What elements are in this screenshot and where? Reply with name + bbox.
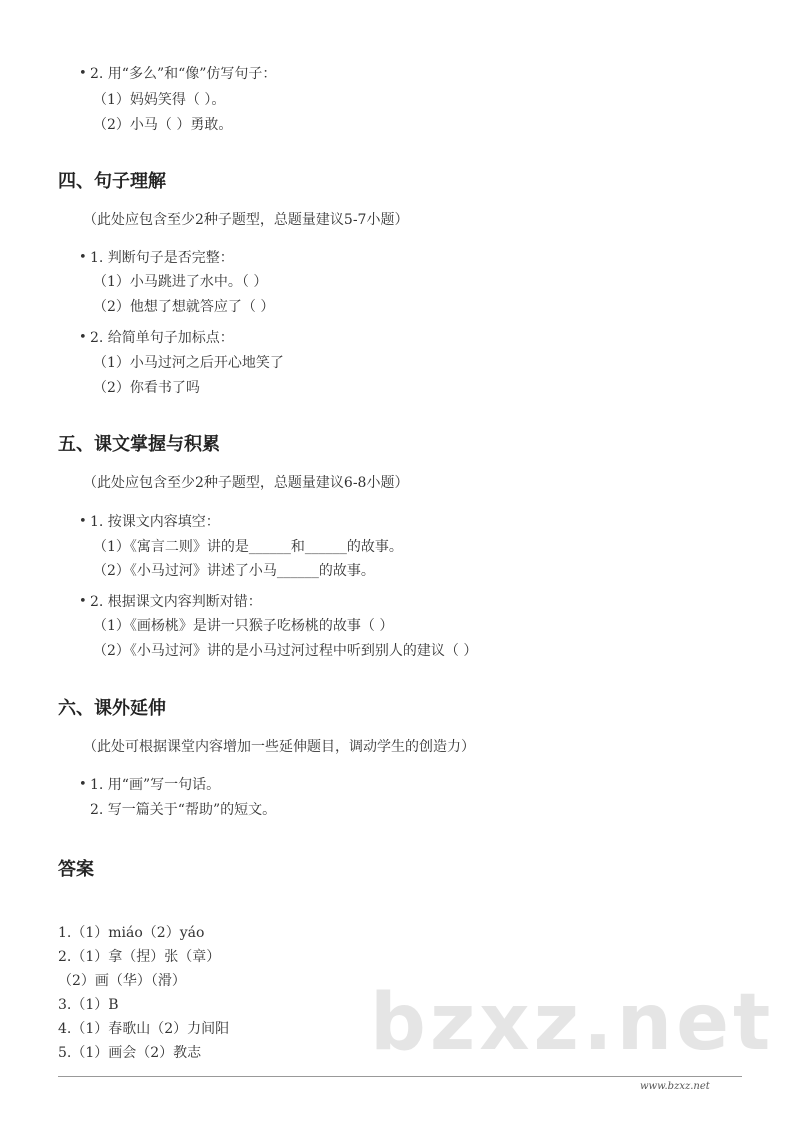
bullet-icon: • bbox=[79, 330, 87, 345]
bullet-icon: • bbox=[79, 66, 87, 81]
footer-url: www.bzxz.net bbox=[640, 1081, 710, 1092]
question-item: （2）《小马过河》讲的是小马过河过程中听到别人的建议（ ） bbox=[93, 643, 478, 659]
question-item: （1）小马过河之后开心地笑了 bbox=[93, 355, 284, 371]
section-note: （此处应包含至少2种子题型，总题量建议6-8小题） bbox=[83, 475, 409, 491]
answer-line: 1.（1）miáo（2）yáo bbox=[58, 925, 205, 941]
answer-line: 3.（1）B bbox=[58, 997, 119, 1013]
watermark: bzxz.net bbox=[370, 978, 775, 1068]
question-title: 1. 按课文内容填空： bbox=[90, 514, 220, 530]
bullet-icon: • bbox=[79, 777, 87, 792]
bullet-icon: • bbox=[79, 594, 87, 609]
question-item: （2）他想了想就答应了（ ） bbox=[93, 299, 275, 315]
question-title: 1. 判断句子是否完整： bbox=[90, 250, 234, 266]
question-item: （2）你看书了吗 bbox=[93, 380, 200, 396]
question-item: 1. 用“画”写一句话。 bbox=[90, 777, 221, 793]
answer-line: 4.（1）春歌山（2）力间阳 bbox=[58, 1021, 230, 1037]
bullet-icon: • bbox=[79, 514, 87, 529]
question-item: （2）小马（ ）勇敢。 bbox=[93, 117, 233, 133]
question-item: （1）《寓言二则》讲的是______和______的故事。 bbox=[93, 539, 403, 555]
footer-divider bbox=[58, 1076, 742, 1077]
question-item: （2）《小马过河》讲述了小马______的故事。 bbox=[93, 563, 375, 579]
question-item: （1）妈妈笑得（ ）。 bbox=[93, 92, 226, 108]
question-item: 2. 写一篇关于“帮助”的短文。 bbox=[90, 802, 277, 818]
section-note: （此处应包含至少2种子题型，总题量建议5-7小题） bbox=[83, 212, 409, 228]
question-title: 2. 根据课文内容判断对错： bbox=[90, 594, 262, 610]
answer-line: （2）画（华）（滑） bbox=[58, 973, 186, 989]
answers-heading: 答案 bbox=[58, 859, 94, 880]
question-item: （1）《画杨桃》是讲一只猴子吃杨桃的故事（ ） bbox=[93, 618, 394, 634]
section-heading: 六、课外延伸 bbox=[58, 698, 166, 719]
section-heading: 五、课文掌握与积累 bbox=[58, 434, 220, 455]
question-title: 2. 给简单句子加标点： bbox=[90, 330, 234, 346]
question-title: 2. 用“多么”和“像”仿写句子： bbox=[90, 66, 277, 82]
section-heading: 四、句子理解 bbox=[58, 171, 166, 192]
section-note: （此处可根据课堂内容增加一些延伸题目，调动学生的创造力） bbox=[83, 739, 475, 755]
question-item: （1）小马跳进了水中。（ ） bbox=[93, 274, 268, 290]
bullet-icon: • bbox=[79, 250, 87, 265]
answer-line: 5.（1）画会（2）教志 bbox=[58, 1045, 202, 1061]
answer-line: 2.（1）拿（捏）张（章） bbox=[58, 949, 221, 965]
